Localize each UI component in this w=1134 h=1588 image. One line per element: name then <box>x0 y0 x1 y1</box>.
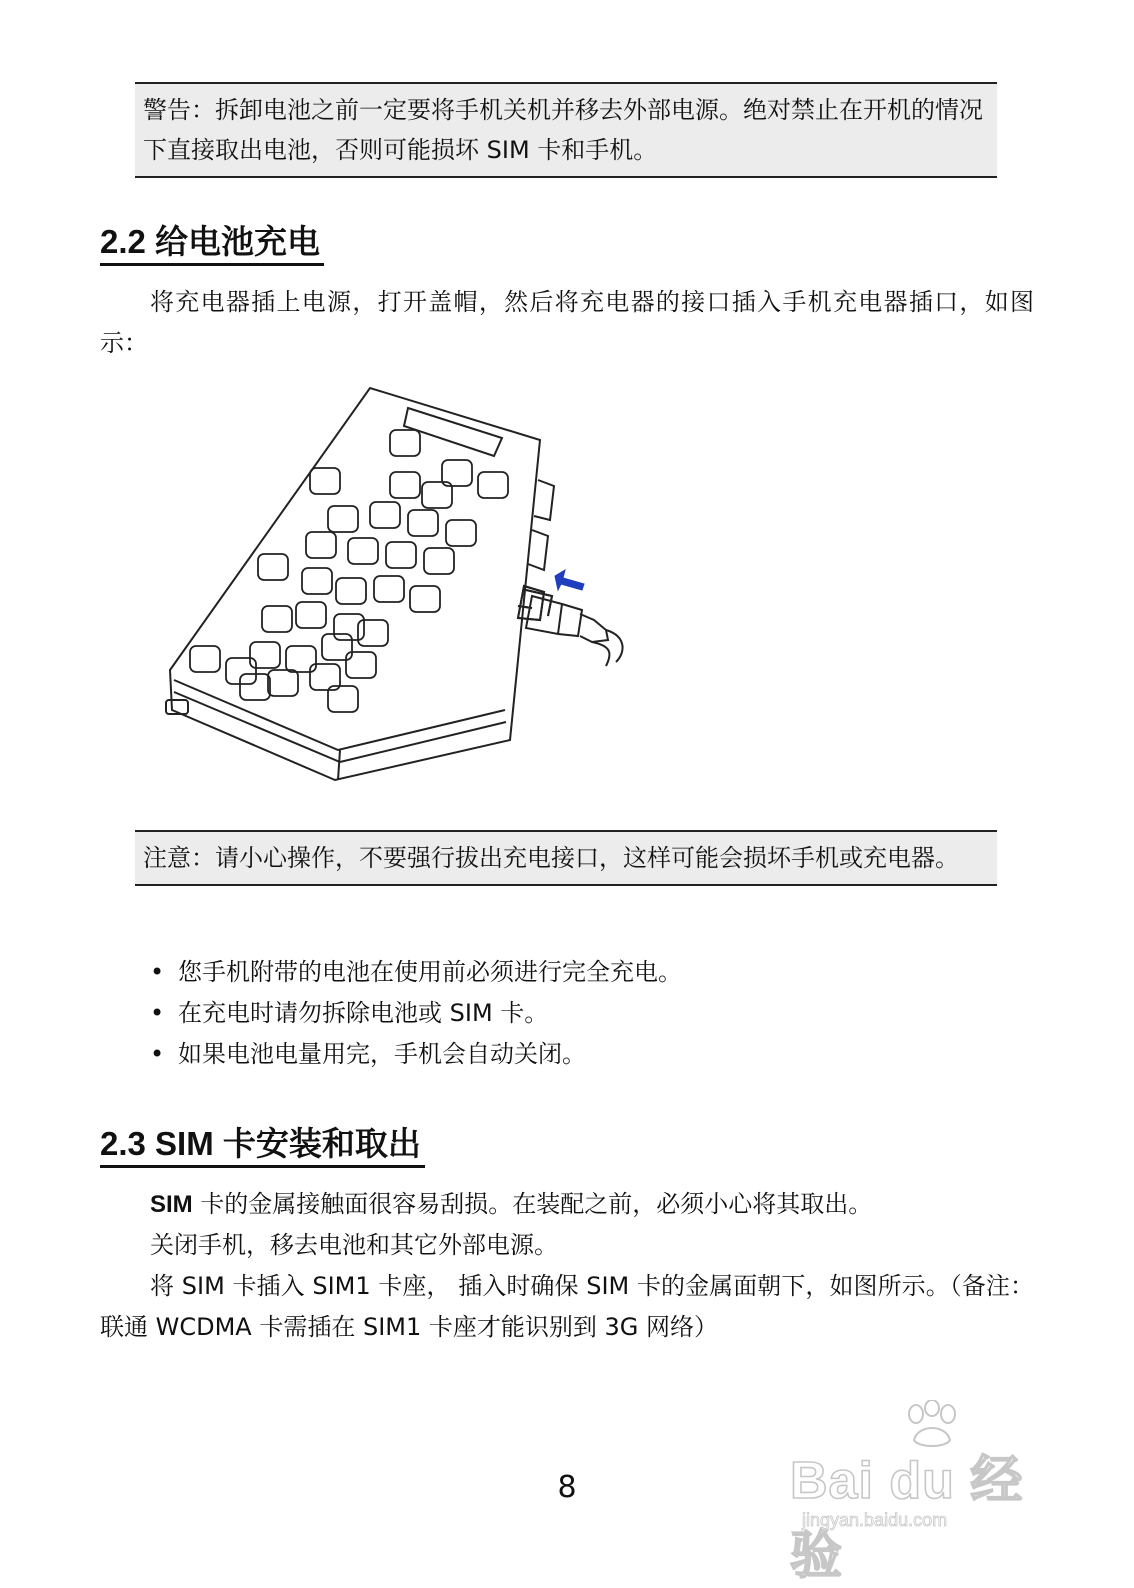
caution-text: 注意：请小心操作，不要强行拔出充电接口，这样可能会损坏手机或充电器。 <box>143 844 959 872</box>
watermark-logo: Bai du 经验 <box>790 1452 1024 1585</box>
sim-scratch-note: SIM 卡的金属接触面很容易刮损。在装配之前，必须小心将其取出。 <box>150 1190 873 1218</box>
list-item: • 您手机附带的电池在使用前必须进行完全充电。 <box>150 952 682 993</box>
page-number: 8 <box>557 1470 577 1505</box>
sim-power-off-note: 关闭手机，移去电池和其它外部电源。 <box>150 1231 558 1259</box>
bullet-icon: • <box>150 958 165 986</box>
list-item: • 在充电时请勿拆除电池或 SIM 卡。 <box>150 993 682 1034</box>
phone-charging-illustration <box>160 380 640 790</box>
bullet-icon: • <box>150 999 165 1027</box>
baidu-jingyan-watermark <box>790 1400 1060 1585</box>
list-item: • 如果电池电量用完，手机会自动关闭。 <box>150 1034 682 1075</box>
section-heading-2-3: 2.3 SIM 卡安装和取出 <box>100 1124 425 1168</box>
charging-intro: 将充电器插上电源，打开盖帽，然后将充电器的接口插入手机充电器插口，如图示： <box>100 288 1034 357</box>
warning-box <box>135 82 997 178</box>
bullet-icon: • <box>150 1040 165 1068</box>
sim-insert-instructions: 将 SIM 卡插入 SIM1 卡座， 插入时确保 SIM 卡的金属面朝下，如图所示。（备注：联通 WCDMA 卡需插在 SIM1 卡座才能识别到 3G 网络） <box>100 1272 1034 1341</box>
charging-tips-list <box>150 952 682 1075</box>
caution-box <box>135 830 997 886</box>
section-heading-2-2: 2.2 给电池充电 <box>100 222 324 266</box>
watermark-url: jingyan.baidu.com <box>802 1510 948 1530</box>
warning-text: 警告：拆卸电池之前一定要将手机关机并移去外部电源。绝对禁止在开机的情况下直接取出电池，否则可能损坏 SIM 卡和手机。 <box>143 96 983 164</box>
